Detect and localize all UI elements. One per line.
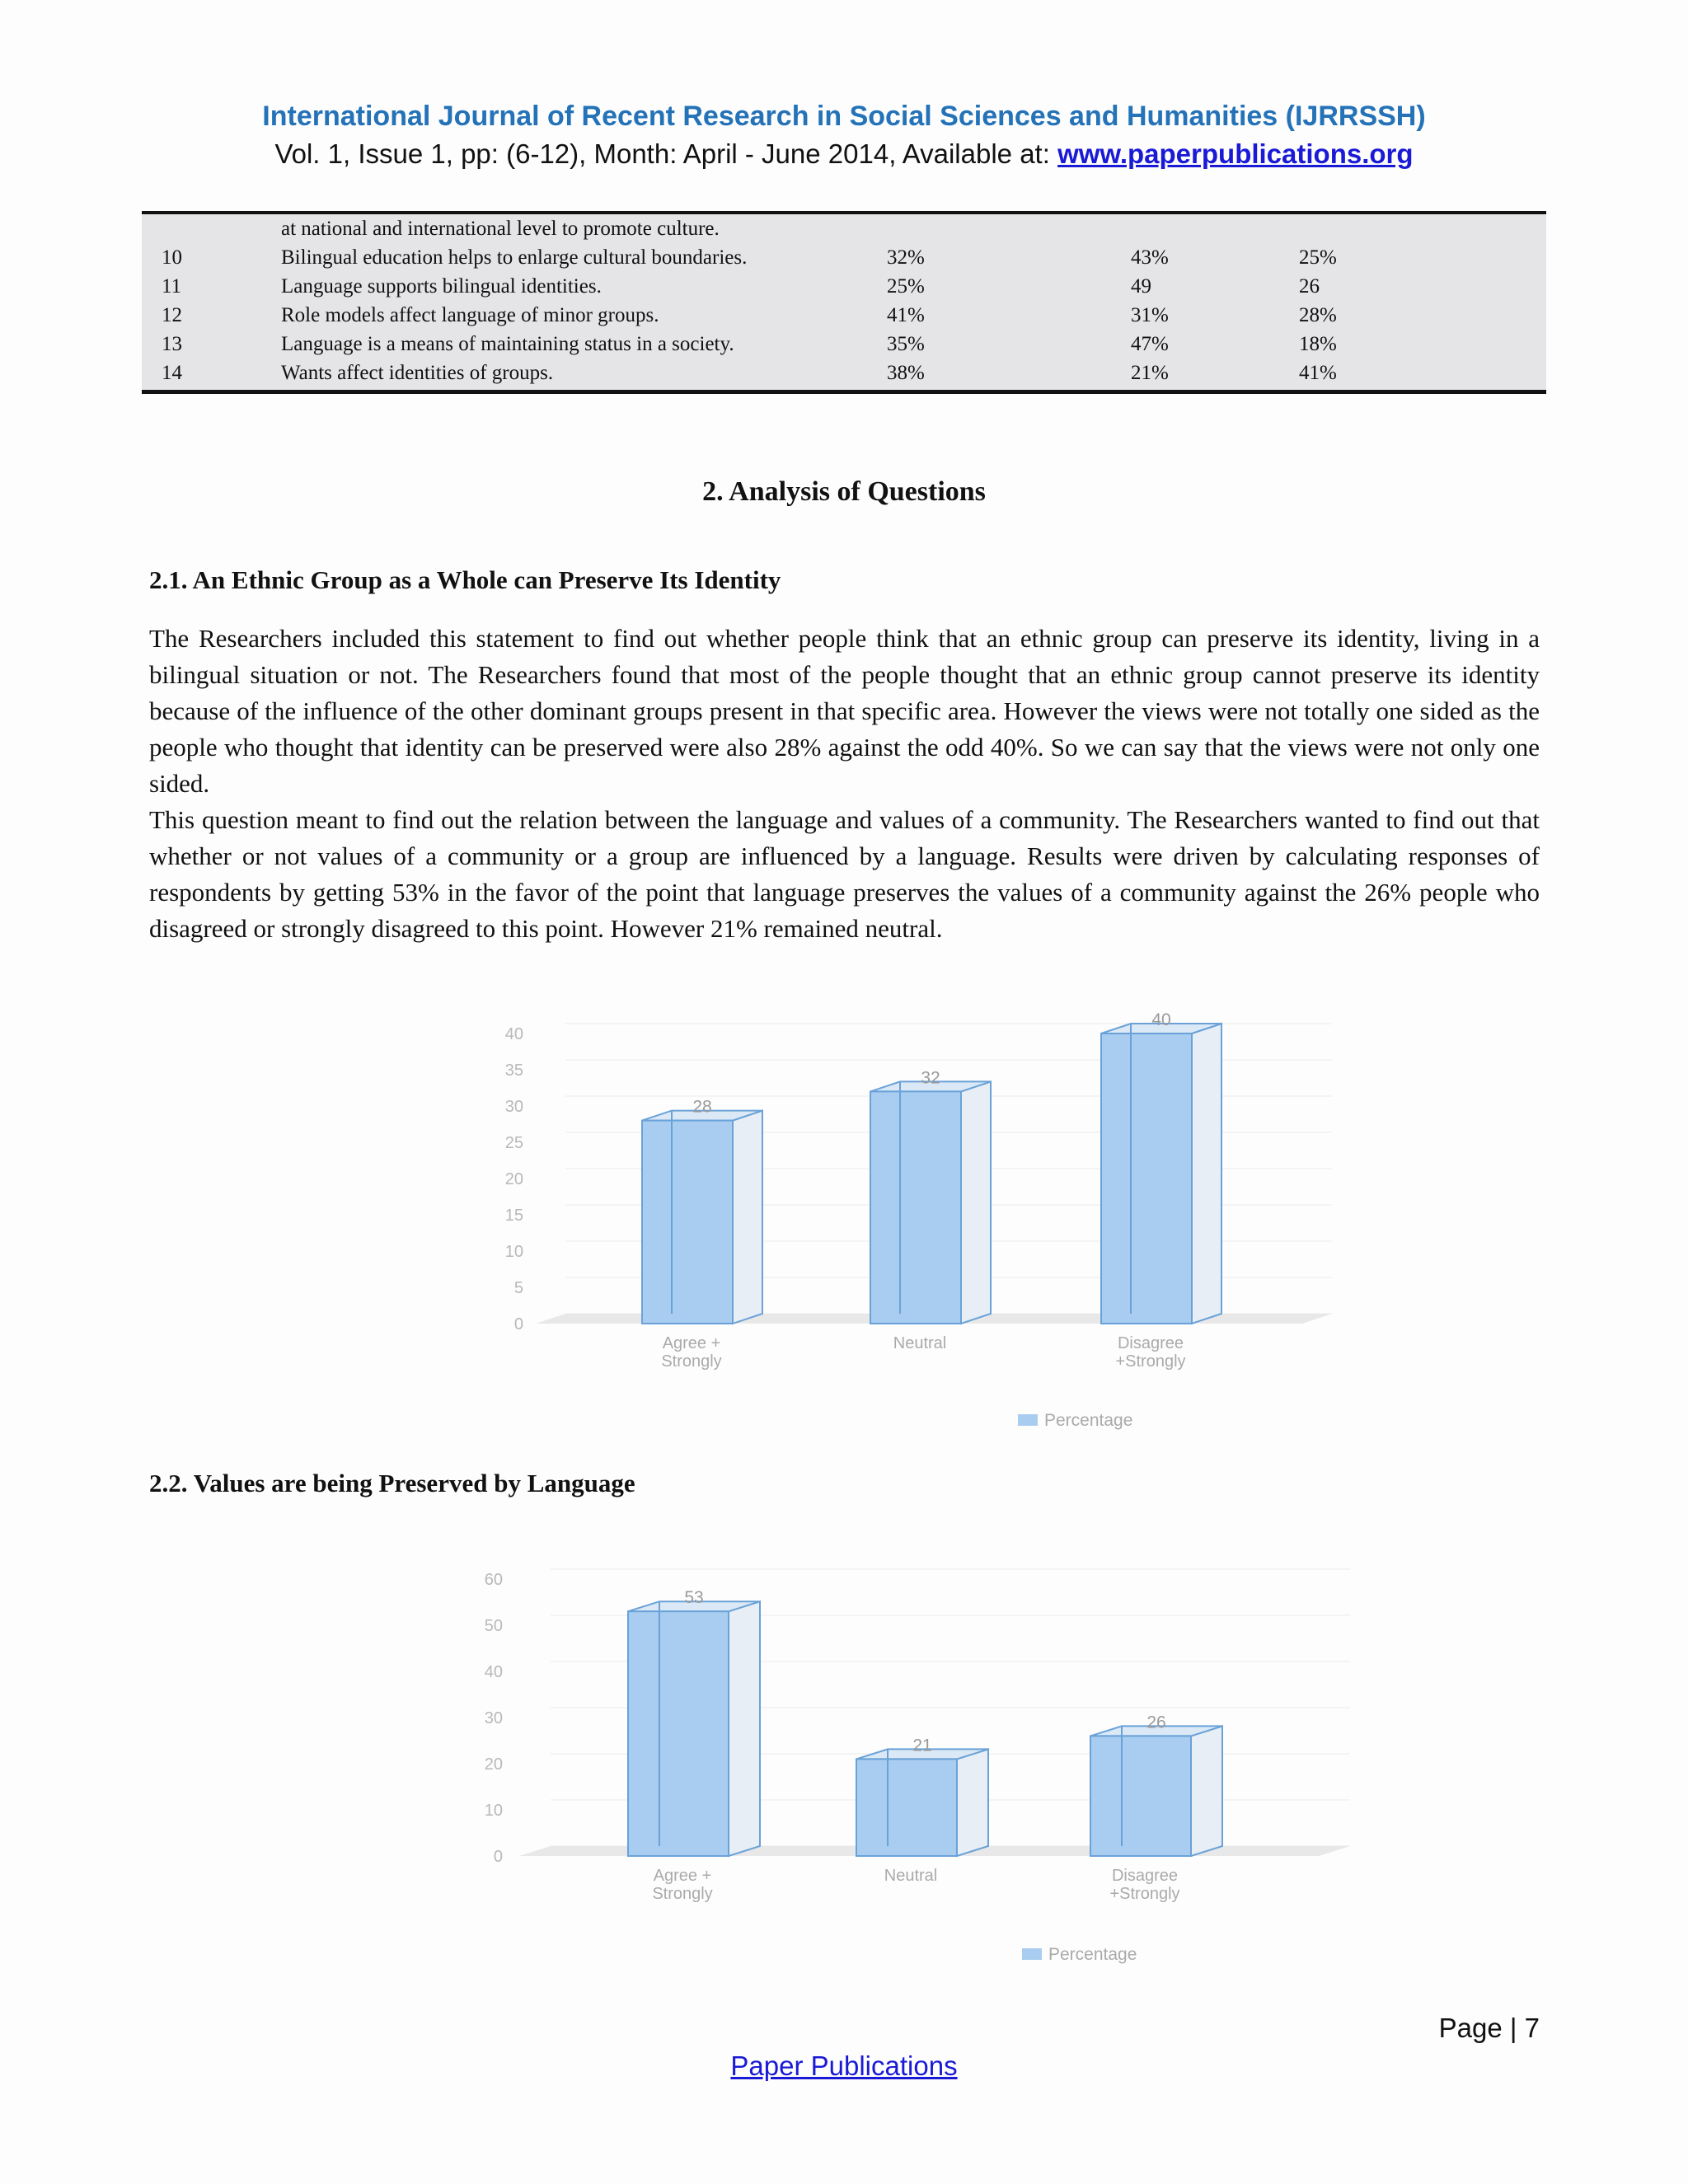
bar [856, 1759, 957, 1856]
row-number: 14 [162, 362, 182, 384]
row-agree: 32% [887, 246, 925, 269]
bar [1101, 1033, 1192, 1324]
y-tick-label: 30 [484, 1709, 503, 1727]
row-disagree: 41% [1299, 362, 1337, 384]
publisher-link[interactable]: Paper Publications [730, 2050, 958, 2081]
journal-title: International Journal of Recent Research in Social Sciences and Humanities (IJRRSSH) [262, 101, 1426, 132]
statement-continuation: at national and international level to promote culture. [281, 218, 720, 240]
row-agree: 25% [887, 275, 925, 298]
survey-results-table [142, 211, 1546, 394]
row-number: 11 [162, 275, 182, 298]
section-title: 2. Analysis of Questions [702, 476, 986, 507]
table-row [142, 272, 1546, 301]
bar-value-label: 53 [684, 1588, 704, 1608]
bar-side [1192, 1024, 1221, 1324]
x-category-label: Disagree [1111, 1867, 1179, 1885]
bar [1090, 1736, 1191, 1856]
footer [0, 2050, 1688, 2082]
page-number: Page | 7 [1438, 2013, 1540, 2043]
x-category-label: Agree + [662, 1334, 721, 1352]
row-neutral: 43% [1131, 246, 1169, 269]
x-category-label: Strongly [661, 1352, 722, 1371]
legend-label: Percentage [1048, 1945, 1137, 1964]
legend-label: Percentage [1044, 1411, 1133, 1430]
subsection-heading-2-2: 2.2. Values are being Preserved by Language [149, 1469, 635, 1497]
row-agree: 35% [887, 333, 925, 355]
y-tick-label: 60 [484, 1571, 503, 1589]
y-tick-label: 10 [504, 1243, 523, 1261]
row-statement: Role models affect language of minor groups. [281, 304, 659, 326]
y-tick-label: 15 [504, 1207, 523, 1225]
bar-value-label: 32 [921, 1068, 940, 1088]
y-tick-label: 30 [504, 1098, 523, 1116]
bar-side [733, 1111, 762, 1324]
paragraph-identity: The Researchers included this statement to find out whether people think that an ethnic group can preserve its identity, living in a bilingual situation or not. The Researchers found that most of the people thought that an ethnic group cannot preserve its identity because of the influence of the other dominant groups present in that specific area. However the views were not totally one sided as the people who thought that identity can be preserved were also 28% against the odd 40%. So we can say that the views were not only one sided. [149, 624, 1540, 798]
row-disagree: 25% [1299, 246, 1337, 269]
x-category-label: +Strongly [1109, 1885, 1180, 1903]
y-tick-label: 40 [504, 1025, 523, 1043]
row-neutral: 21% [1131, 362, 1169, 384]
y-tick-label: 25 [504, 1134, 523, 1152]
bar-side [729, 1601, 760, 1856]
x-category-label: Agree + [653, 1867, 712, 1885]
legend-swatch [1018, 1414, 1038, 1426]
table-row [142, 359, 1546, 387]
table-row [142, 301, 1546, 330]
row-neutral: 47% [1131, 333, 1169, 355]
x-category-label: +Strongly [1115, 1352, 1186, 1371]
y-tick-label: 20 [484, 1755, 503, 1774]
row-statement: Language supports bilingual identities. [281, 275, 602, 298]
y-tick-label: 5 [513, 1279, 523, 1297]
bar-value-label: 21 [912, 1736, 932, 1755]
x-category-label: Strongly [652, 1885, 713, 1903]
bar-value-label: 26 [1146, 1713, 1166, 1732]
row-agree: 41% [887, 304, 925, 326]
row-number: 13 [162, 333, 182, 355]
bar-side [961, 1081, 991, 1324]
table-row [142, 243, 1546, 272]
row-neutral: 49 [1131, 275, 1151, 298]
x-category-label: Neutral [893, 1334, 947, 1352]
row-statement: Wants affect identities of groups. [281, 362, 554, 384]
table-row [142, 330, 1546, 359]
identity-bar-chart [313, 972, 1335, 1442]
legend-swatch [1022, 1948, 1042, 1960]
journal-website-link[interactable]: www.paperpublications.org [1057, 138, 1414, 169]
y-tick-label: 40 [484, 1663, 503, 1681]
y-tick-label: 0 [493, 1848, 503, 1866]
row-disagree: 28% [1299, 304, 1337, 326]
row-number: 12 [162, 304, 182, 326]
row-agree: 38% [887, 362, 925, 384]
y-tick-label: 20 [504, 1170, 523, 1188]
x-category-label: Neutral [884, 1867, 938, 1885]
row-neutral: 31% [1131, 304, 1169, 326]
journal-issue-line [0, 138, 1688, 170]
row-statement: Language is a means of maintaining status in a society. [281, 333, 734, 355]
table-row-continuation [142, 214, 1546, 243]
row-disagree: 26 [1299, 275, 1320, 298]
y-tick-label: 10 [484, 1802, 503, 1820]
y-tick-label: 50 [484, 1617, 503, 1635]
values-bar-chart [313, 1525, 1352, 1978]
bar [642, 1121, 733, 1324]
bar-value-label: 28 [692, 1097, 712, 1117]
bar [870, 1091, 961, 1324]
row-disagree: 18% [1299, 333, 1337, 355]
row-statement: Bilingual education helps to enlarge cultural boundaries. [281, 246, 748, 269]
paragraph-values: This question meant to find out the relation between the language and values of a community. The Researchers wanted to find out that whether or not values of a community or a group are influenced by a language. Results were driven by calculating responses of respondents by getting 53% in the favor of the point that language preserves the values of a community against the 26% people who disagreed or strongly disagreed to this point. However 21% remained neutral. [149, 805, 1540, 943]
x-category-label: Disagree [1117, 1334, 1184, 1352]
y-tick-label: 0 [513, 1315, 523, 1333]
bar-value-label: 40 [1151, 1010, 1171, 1029]
bar-side [1191, 1726, 1222, 1856]
row-number: 10 [162, 246, 182, 269]
subsection-heading-2-1: 2.1. An Ethnic Group as a Whole can Preserve Its Identity [149, 565, 781, 594]
y-tick-label: 35 [504, 1062, 523, 1080]
bar [628, 1611, 729, 1856]
issue-info: Vol. 1, Issue 1, pp: (6-12), Month: April - June 2014, Available at: [274, 138, 1058, 169]
bar-side [957, 1749, 988, 1856]
